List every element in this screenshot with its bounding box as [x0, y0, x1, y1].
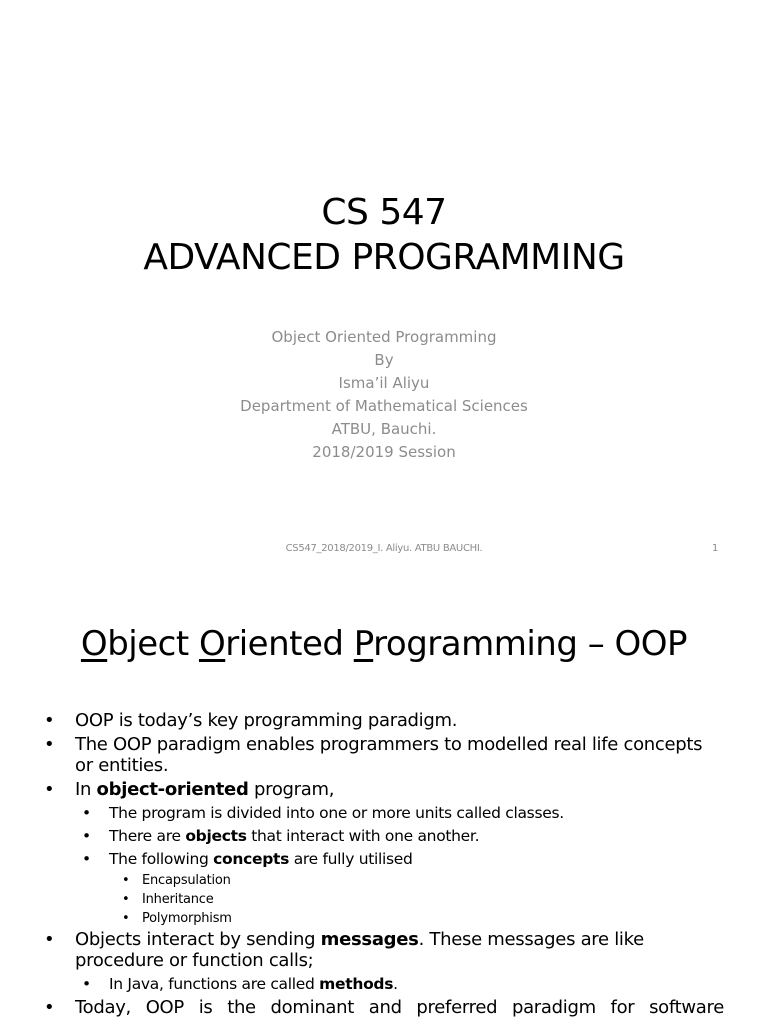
sub-list-item — [44, 803, 724, 823]
list-item-text: In Java, functions are called — [109, 975, 320, 993]
subtitle-institution: ATBU, Bauchi. — [331, 420, 437, 438]
slide-title — [0, 622, 768, 666]
bullet-icon: • — [122, 892, 130, 907]
concept-item — [44, 910, 724, 927]
title-initial: P — [353, 624, 374, 664]
sub-list-item — [44, 826, 724, 846]
list-item — [44, 929, 724, 971]
subtitle-by: By — [374, 351, 394, 369]
slide-footer: CS547_2018/2019_I. Aliyu. ATBU BAUCHI. — [285, 543, 483, 554]
list-item-text: The following — [109, 850, 214, 868]
list-item — [44, 734, 724, 776]
concept-item — [44, 872, 724, 889]
list-item-text: . — [393, 975, 398, 993]
list-item-text: that interact with one another. — [246, 827, 480, 845]
bullet-icon: • — [82, 804, 91, 822]
title-text: riented — [225, 624, 354, 664]
bullet-list — [44, 710, 724, 1021]
concept-polymorphism: Polymorphism — [142, 911, 232, 926]
list-item-text: In — [75, 779, 97, 800]
bullet-icon: • — [82, 850, 91, 868]
course-code: CS 547 — [321, 192, 447, 233]
list-item-text: The OOP paradigm enables programmers to modelled real life concepts or entities. — [75, 734, 703, 776]
list-item-text: The program is divided into one or more units called classes. — [109, 804, 564, 822]
list-item-text: Today, OOP is the dominant and preferred paradigm for software — [75, 997, 724, 1018]
concept-item — [44, 891, 724, 908]
list-item-text: program, — [248, 779, 335, 800]
bullet-icon: • — [122, 873, 130, 888]
subtitle-department: Department of Mathematical Sciences — [240, 397, 528, 415]
page-number: 1 — [712, 543, 719, 554]
list-item — [44, 779, 724, 800]
bullet-icon: • — [44, 929, 55, 950]
keyword-text: methods — [319, 975, 394, 993]
bullet-icon: • — [44, 997, 55, 1018]
title-initial: O — [198, 624, 226, 664]
sub-list-item — [44, 974, 724, 994]
title-text: rogramming – OOP — [373, 624, 688, 664]
keyword-text: messages — [320, 929, 419, 950]
subtitle-session: 2018/2019 Session — [312, 443, 456, 461]
subtitle-topic: Object Oriented Programming — [271, 328, 497, 346]
concept-encapsulation: Encapsulation — [142, 873, 231, 888]
keyword-text: object-oriented — [96, 779, 249, 800]
sub-list-item — [44, 849, 724, 869]
list-item — [44, 997, 724, 1018]
subtitle-author: Isma’il Aliyu — [338, 374, 430, 392]
concept-inheritance: Inheritance — [142, 892, 214, 907]
title-text: bject — [107, 624, 199, 664]
bullet-icon: • — [44, 734, 55, 755]
slide-title — [0, 190, 768, 280]
keyword-text: concepts — [213, 850, 290, 868]
bullet-icon: • — [82, 827, 91, 845]
bullet-icon: • — [82, 975, 91, 993]
slide-subtitle — [0, 326, 768, 464]
list-item-text: Objects interact by sending — [75, 929, 321, 950]
bullet-icon: • — [122, 911, 130, 926]
list-item-text: There are — [109, 827, 186, 845]
keyword-text: objects — [185, 827, 247, 845]
course-name: ADVANCED PROGRAMMING — [143, 237, 625, 278]
bullet-icon: • — [44, 779, 55, 800]
bullet-icon: • — [44, 710, 55, 731]
list-item-text: are fully utilised — [289, 850, 413, 868]
title-initial: O — [80, 624, 108, 664]
list-item — [44, 710, 724, 731]
content-slide — [0, 576, 768, 1024]
list-item-text: OOP is today’s key programming paradigm. — [75, 710, 458, 731]
list-item-text: . These messages are like procedure or function calls; — [75, 929, 644, 971]
